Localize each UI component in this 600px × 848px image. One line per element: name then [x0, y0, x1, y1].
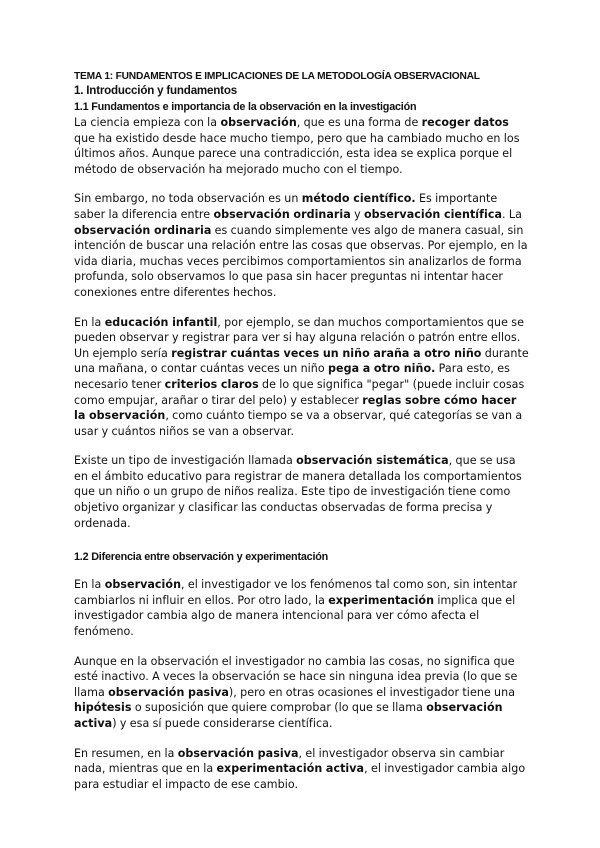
document-title: TEMA 1: FUNDAMENTOS E IMPLICACIONES DE LA METODOLOGÍA OBSERVACIONAL: [74, 71, 480, 82]
bold-text: criterios claros: [164, 377, 259, 391]
text: , el investigador observa sin cambiar nada, mientras que en la: [74, 746, 505, 776]
text: Aunque en la observación el investigador no cambia las cosas, no significa que esté inactivo. A veces la observación se hace sin ninguna idea previa (lo que se llama: [74, 654, 518, 699]
paragraph: [74, 746, 530, 793]
paragraph: [74, 453, 530, 531]
text: Es importante saber la diferencia entre: [74, 192, 498, 221]
section-1-1-body: [74, 115, 530, 531]
text: , el investigador ve los fenómenos tal como son, sin intentar cambiarlos ni influir en ellos. Por otro lado, la: [74, 578, 518, 607]
text: , que se usa en el ámbito educativo para registrar de manera detallada los comportamientos que un niño o un grupo de niños realiza. Este tipo de investigación tiene como objetivo organizar y clasificar las conductas observadas de forma precisa y ordenada.: [74, 454, 522, 530]
section-1-2-body: [74, 577, 530, 792]
bold-text: método científico.: [301, 192, 416, 206]
paragraph: [74, 577, 530, 639]
text: La ciencia empieza con la: [74, 116, 221, 129]
subsection-heading-fundamentos: 1.1 Fundamentos e importancia de la observación en la investigación: [74, 101, 417, 113]
text: , el investigador cambia algo para estudiar el impacto de ese cambio.: [74, 762, 526, 791]
subsection-heading-diferencia: 1.2 Diferencia entre observación y experimentación: [74, 551, 329, 564]
bold-text: experimentación: [328, 593, 435, 607]
bold-text: observación ordinaria: [74, 223, 212, 237]
text: . La: [502, 207, 522, 221]
text: Sin embargo, no toda observación es un: [74, 192, 302, 206]
bold-text: observación ordinaria: [213, 207, 351, 221]
text: que ha existido desde hace mucho tiempo, pero que ha cambiado mucho en los últimos años. Aunque parece una contradicción, esta idea se explica porque el método de observación ha mejorado mucho con el tiempo.: [74, 131, 520, 176]
paragraph: [74, 115, 530, 177]
bold-text: observación pasiva: [108, 685, 229, 699]
bold-text: reglas sobre cómo hacer la observación: [74, 393, 517, 423]
text: implica que el investigador cambia algo de manera intencional para ver cómo afecta el fenómeno.: [74, 593, 516, 639]
text: o suposición que quiere comprobar (lo que se llama: [131, 701, 427, 715]
paragraph: [74, 654, 530, 732]
text: ), pero en otras ocasiones el investigador tiene una: [228, 685, 516, 699]
bold-text: experimentación activa: [216, 762, 365, 776]
bold-text: recoger datos: [421, 116, 509, 129]
text: En resumen, en la: [74, 746, 178, 760]
text: Existe un tipo de investigación llamada: [74, 454, 297, 468]
bold-text: hipótesis: [74, 701, 132, 715]
text: Para esto, es necesario tener: [74, 362, 510, 391]
text: es cuando simplemente ves algo de manera casual, sin intención de buscar una relación entre las cosas que observas. Por ejemplo, en la vida diaria, muchas veces percibimos comportamientos sin analizarlos de forma profunda, solo observamos lo que pasa sin hacer preguntas ni intentar hacer conexiones entre diferentes hechos.: [74, 223, 528, 299]
paragraph: [74, 315, 530, 440]
document-page: [74, 70, 530, 806]
section-heading-introduccion: 1. Introducción y fundamentos: [74, 84, 237, 97]
text: En la: [74, 315, 105, 329]
text: , por ejemplo, se dan muchos comportamientos que se pueden observar y registrar para ver si hay alguna relación o patrón entre ellos. Un ejemplo sería: [74, 315, 524, 360]
text: , como cuánto tiempo se va a observar, qué categorías se van a usar y cuántos niños se van a observar.: [74, 409, 523, 438]
bold-text: observación sistemática: [296, 454, 449, 468]
bold-text: observación: [104, 578, 182, 592]
bold-text: educación infantil: [104, 315, 218, 329]
bold-text: observación científica: [364, 207, 503, 221]
bold-text: registrar cuántas veces un niño araña a otro niño: [171, 346, 482, 360]
bold-text: pega a otro niño.: [328, 362, 436, 376]
bold-text: observación activa: [74, 701, 503, 730]
paragraph: [74, 191, 530, 300]
text: ) y esa sí puede considerarse científica.: [112, 717, 333, 730]
bold-text: observación pasiva: [177, 746, 299, 760]
text: durante una mañana, o contar cuántas veces un niño: [74, 346, 529, 376]
text: , que es una forma de: [296, 116, 422, 129]
bold-text: observación: [220, 116, 297, 129]
text: de lo que significa "pegar" (puede incluir cosas como empujar, arañar o tirar del pelo) y establecer: [74, 377, 525, 407]
text: y: [350, 207, 364, 221]
text: En la: [74, 578, 105, 592]
